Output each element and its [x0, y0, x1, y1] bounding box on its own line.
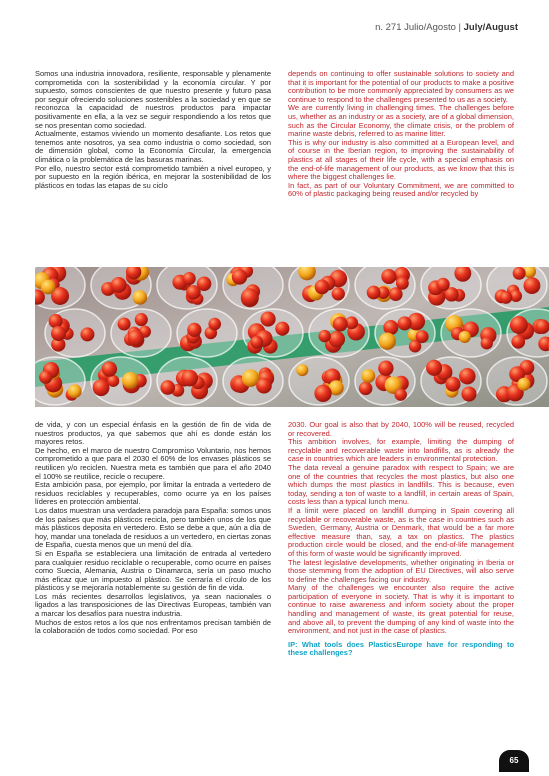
tomato — [41, 280, 56, 295]
tomato — [241, 288, 259, 306]
tomato — [359, 382, 373, 396]
tomato — [361, 369, 375, 383]
column-english-bottom — [288, 421, 514, 658]
tomato — [122, 372, 139, 389]
issue-header: n. 271 Julio/Agosto | July/August — [375, 22, 518, 33]
issue-month-en: July/August — [463, 22, 518, 33]
photo-image — [35, 267, 549, 407]
tomato — [333, 317, 348, 332]
tomato — [461, 386, 476, 401]
tomato — [256, 378, 272, 394]
tomato — [250, 336, 263, 349]
tomato — [332, 287, 345, 300]
column-spanish-bottom — [35, 421, 271, 636]
tomato — [396, 277, 409, 290]
tomato — [275, 322, 289, 336]
paragraph: This ambition involves, for example, limiting the dumping of recyclable and recoverable waste into landfills, as is already the case in countries which are leaders in environmental protection. — [288, 437, 514, 464]
paragraph: De hecho, en el marco de nuestro Compromiso Voluntario, nos hemos comprometido a que para el 2030 el 60% de los envases plásticos se reutilicen y/o reciclen. Nuestra meta es también que para el año 2040 el 100% se reutilice, recicle o recupere. — [35, 445, 271, 481]
tomato — [445, 377, 460, 392]
tomato — [314, 385, 331, 402]
paragraph: Muchos de estos retos a los que nos enfrentamos precisan también de la colaboración de todos como sociedad. Por eso — [35, 617, 271, 636]
tomato — [80, 327, 94, 341]
paragraph: This is why our industry is also committed at a European level, and of course in the Iberian region, to improving the sustainability of plastics at all stages of their life cycle, with a special emphasis on the end-of-life management of our products, as we know that this is where the biggest challenges lie. — [288, 137, 514, 182]
tomato — [318, 330, 330, 342]
tomato — [378, 361, 393, 376]
paragraph: The latest legislative developments, whether originating in Iberia or those stemming from the adoption of EU Directives, will also serve to define the challenges facing our industry. — [288, 557, 514, 584]
tomato — [93, 379, 110, 396]
column-english-top — [288, 70, 514, 199]
tomato — [260, 311, 275, 326]
tomato — [510, 316, 528, 334]
tomato — [511, 335, 525, 349]
tomato — [513, 267, 526, 280]
tomato — [187, 323, 201, 337]
paragraph: Many of the challenges we encounter also require the active participation of everyone in society. That is why it is important to continue to raise awareness and inform society about the proper handling and management of waste, its great potential for reuse, and above all, to prevent the dumping of any kind of waste into the environment, and not just in the case of plastics. — [288, 583, 514, 636]
tomato — [459, 368, 475, 384]
paragraph: Somos una industria innovadora, resiliente, responsable y plenamente comprometida con la sostenibilidad y la economía circular. Y por supuesto, somos conscientes de que nuestro presente y futuro pasa por seguir ofreciendo soluciones sostenibles a la sociedad y en que se reconozca la capacidad de nuestros productos para impactar positivamente en ella, a la vez se seguir respondiendo a los retos que se nos presentan como sociedad. — [35, 69, 271, 130]
tomato — [49, 314, 63, 328]
tomato — [68, 384, 82, 398]
tomato — [436, 278, 449, 291]
page-number: 65 — [499, 750, 529, 772]
paragraph: 2030. Our goal is also that by 2040, 100% will be reused, recycled or recovered. — [288, 420, 514, 438]
interview-question: IP: What tools does PlasticsEurope have for responding to these challenges? — [288, 639, 514, 658]
paragraph: In fact, as part of our Voluntary Commitment, we are committed to 60% of plastic packaging being reused and/or recycled by — [288, 180, 514, 199]
tomato — [416, 330, 429, 343]
tomato — [398, 316, 412, 330]
paragraph: The data reveal a genuine paradox with respect to Spain; we are one of the countries that recycles the most plastics, but also one which dumps the most plastics in landfills. This is because, even today, sending a ton of waste to a landfill, in certain areas of Spain, costs less than a typical lunch menu. — [288, 462, 514, 507]
tomato — [128, 330, 144, 346]
tomato — [133, 290, 148, 305]
issue-label: n. 271 Julio/Agosto — [375, 22, 456, 33]
column-spanish-top — [35, 70, 271, 190]
tomato — [186, 285, 201, 300]
tomato — [459, 331, 471, 343]
tomato — [481, 337, 493, 349]
paragraph: We are currently living in challenging times. The challenges before us, whether as an industry or as a society, are of a global dimension, such as the Circular Economy, the climate crisis, or the problem of marine waste debris, referred to as marine litter. — [288, 103, 514, 139]
paragraph: Esta ambición pasa, por ejemplo, por limitar la entrada a vertedero de residuos reciclables y recuperables, como ocurre ya en los países líderes en protección ambiental. — [35, 480, 271, 507]
tomato — [329, 331, 346, 348]
tomato — [379, 333, 396, 350]
paragraph: Los datos muestran una verdadera paradoja para España: somos unos de los países que más plásticos recicla, pero también unos de los que más plásticos deposita en vertedero. Esto se debe a que, aún a día de hoy, mandar una tonelada de residuos a un vertedero, en ciertas zonas de España, cuesta menos que un menú del día. — [35, 505, 271, 550]
paragraph: Actualmente, estamos viviendo un momento desafiante. Los retos que tenemos ante nosotros, ya sea como industria o como sociedad, son de dimensión global, como la Economía Circular, la emergencia climática o la problemática de las basuras marinas. — [35, 129, 271, 164]
tomato — [208, 318, 221, 331]
tomato — [367, 286, 381, 300]
tomato — [51, 326, 66, 341]
tomato-packaging-photo — [35, 267, 549, 407]
tomato — [394, 388, 406, 400]
paragraph: depends on continuing to offer sustainable solutions to society and that it is important for the potential of our products to make a positive contribution to be more commonly appreciated by consumers as we continue to respond to the challenges presented to us as a society. — [288, 69, 514, 104]
paragraph: If a limit were placed on landfill dumping in Spain covering all recyclable or recoverable waste, as is the case in countries such as Sweden, Germany, Austria or Denmark, that would be a far more effective measure than, say, a tax on plastics. The plastics production circle would be closed, and the end-of-life management of this form of waste would be significantly improved. — [288, 505, 514, 558]
tomato — [183, 272, 196, 285]
tomato — [118, 317, 131, 330]
tomato — [523, 277, 540, 294]
tomato — [500, 291, 513, 304]
tomato — [426, 360, 442, 376]
tomato — [111, 277, 127, 293]
tomato — [102, 361, 117, 376]
tomato — [39, 371, 52, 384]
tomato — [232, 269, 247, 284]
tomato — [135, 313, 148, 326]
tomato — [315, 280, 330, 295]
paragraph: Si en España se estableciera una limitación de entrada al vertedero para cualquier residuo reciclable o recuperable, como ocurre en países como Suecia, Alemania, Austria o Dinamarca, sería un paso mucho más eficaz que un impuesto al plástico. Se cerraría el círculo de los plásticos y se mejoraría notablemente su gestión de fin de vida. — [35, 548, 271, 593]
paragraph: de vida, y con un especial énfasis en la gestión de fin de vida de nuestros productos, ya que sabemos que ahí es donde están los mayores retos. — [35, 420, 271, 447]
tomato — [517, 378, 530, 391]
tomato — [296, 364, 308, 376]
tomato — [381, 269, 396, 284]
tomato — [181, 370, 198, 387]
paragraph: Por ello, nuestro sector está comprometido también a nivel europeo, y por supuesto en la región ibérica, en mejorar la sostenibilidad de los plásticos en todas las etapas de su ciclo — [35, 163, 271, 190]
paragraph: Los más recientes desarrollos legislativos, ya sean nacionales o ligados a las transposiciones de las Directivas Europeas, también van a marcar los desafíos para nuestra industria. — [35, 591, 271, 619]
tomato — [160, 380, 175, 395]
